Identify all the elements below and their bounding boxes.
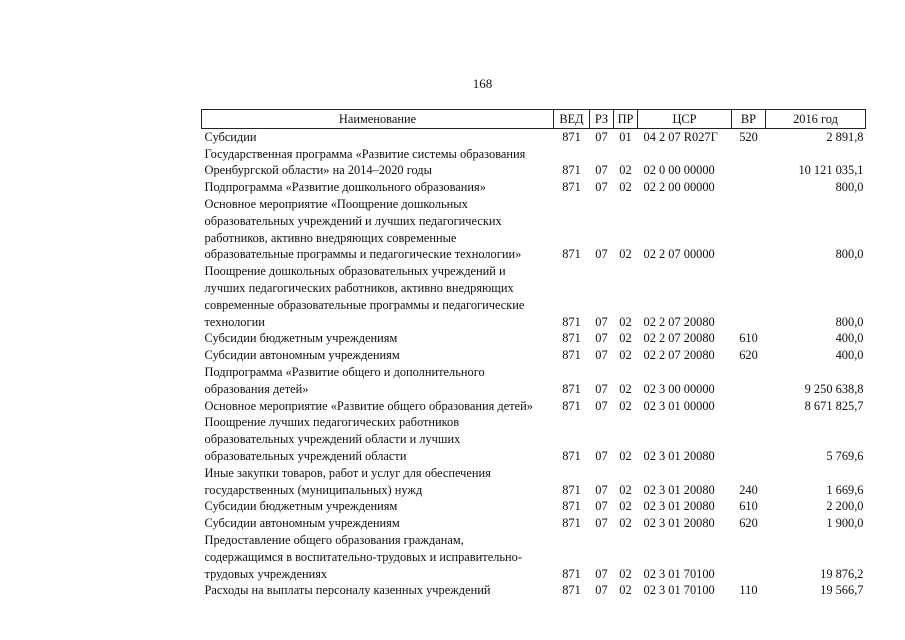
- name-line: Основное мероприятие «Поощрение дошкольных: [204, 196, 468, 211]
- cell-rz: 07: [595, 129, 608, 144]
- name-line: содержащимся в воспитательно-трудовых и исправительно-: [204, 549, 522, 564]
- table-row: [202, 465, 866, 499]
- name-line: Подпрограмма «Развитие общего и дополнительного: [204, 364, 485, 379]
- cell-ved: 871: [562, 516, 581, 531]
- cell-rz: 07: [595, 499, 608, 514]
- cell-sum: 1 900,0: [826, 516, 864, 531]
- cell-pr: 02: [619, 348, 632, 363]
- cell-sum: 19 876,2: [820, 566, 864, 581]
- cell-vr: 520: [739, 129, 758, 144]
- cell-rz: 07: [595, 516, 608, 531]
- cell-sum: 1 669,6: [826, 482, 864, 497]
- table-row: [202, 128, 866, 145]
- cell-csr: 02 0 00 00000: [643, 163, 715, 178]
- cell-ved: 871: [562, 314, 581, 329]
- cell-vr: [732, 398, 766, 415]
- cell-sum: 800,0: [835, 180, 864, 195]
- cell-pr: 02: [619, 398, 632, 413]
- name-line: образовательных учреждений области: [204, 448, 407, 463]
- cell-sum: 400,0: [835, 348, 864, 363]
- name-line: Поощрение дошкольных образовательных учреждений и: [204, 264, 506, 279]
- cell-pr: 02: [619, 331, 632, 346]
- name-line: Субсидии автономным учреждениям: [204, 516, 400, 531]
- cell-pr: 02: [619, 583, 632, 598]
- cell-rz: 07: [595, 314, 608, 329]
- cell-name: [202, 414, 554, 464]
- cell-name: [202, 179, 554, 196]
- table-row: [202, 263, 866, 330]
- header-year: 2016 год: [766, 110, 866, 129]
- name-line: Субсидии бюджетным учреждениям: [204, 331, 398, 346]
- cell-csr: 02 2 07 00000: [643, 247, 715, 262]
- cell-vr: [732, 179, 766, 196]
- cell-pr: 02: [619, 448, 632, 463]
- cell-csr: 02 3 01 20080: [643, 516, 715, 531]
- header-vr: ВР: [732, 110, 766, 129]
- table-row: [202, 330, 866, 347]
- cell-name: [202, 582, 554, 599]
- name-line: образования детей»: [204, 381, 309, 396]
- name-line: Основное мероприятие «Развитие общего образования детей»: [204, 398, 533, 413]
- name-line: образовательных учреждений и лучших педагогических: [204, 213, 502, 228]
- name-line: Поощрение лучших педагогических работников: [204, 415, 460, 430]
- cell-csr: 04 2 07 R027Г: [643, 129, 718, 144]
- cell-vr: [732, 263, 766, 330]
- cell-pr: 02: [619, 566, 632, 581]
- cell-sum: 400,0: [835, 331, 864, 346]
- name-line: Государственная программа «Развитие системы образования: [204, 146, 526, 161]
- header-ved: ВЕД: [554, 110, 590, 129]
- header-csr: ЦСР: [638, 110, 732, 129]
- table-row: [202, 515, 866, 532]
- cell-csr: 02 2 07 20080: [643, 314, 715, 329]
- table-row: [202, 398, 866, 415]
- cell-csr: 02 3 00 00000: [643, 381, 715, 396]
- cell-rz: 07: [595, 163, 608, 178]
- table-row: [202, 532, 866, 582]
- cell-pr: 02: [619, 482, 632, 497]
- table-row: [202, 179, 866, 196]
- cell-vr: 620: [739, 348, 758, 363]
- name-line: трудовых учреждениях: [204, 566, 328, 581]
- table-row: [202, 146, 866, 180]
- name-line: Предоставление общего образования гражданам,: [204, 532, 464, 547]
- cell-pr: 02: [619, 247, 632, 262]
- cell-sum: 800,0: [835, 247, 864, 262]
- cell-ved: 871: [562, 247, 581, 262]
- cell-pr: 01: [619, 129, 632, 144]
- table-row: [202, 347, 866, 364]
- cell-vr: [732, 532, 766, 582]
- cell-ved: 871: [562, 583, 581, 598]
- cell-vr: [732, 196, 766, 263]
- header-pr: ПР: [614, 110, 638, 129]
- cell-name: [202, 498, 554, 515]
- cell-name: [202, 128, 554, 145]
- name-line: Подпрограмма «Развитие дошкольного образования»: [204, 180, 486, 195]
- name-line: современные образовательные программы и педагогические: [204, 297, 525, 312]
- name-line: образовательные программы и педагогические технологии»: [204, 247, 522, 262]
- cell-rz: 07: [595, 348, 608, 363]
- cell-sum: 10 121 035,1: [798, 163, 864, 178]
- cell-name: [202, 146, 554, 180]
- cell-vr: 110: [739, 583, 758, 598]
- cell-pr: 02: [619, 499, 632, 514]
- budget-table: [201, 109, 866, 599]
- cell-name: [202, 532, 554, 582]
- table-row: [202, 498, 866, 515]
- cell-ved: 871: [562, 566, 581, 581]
- cell-vr: [732, 364, 766, 398]
- cell-name: [202, 465, 554, 499]
- cell-rz: 07: [595, 247, 608, 262]
- cell-rz: 07: [595, 448, 608, 463]
- name-line: образовательных учреждений области и лучших: [204, 432, 461, 447]
- cell-sum: 800,0: [835, 314, 864, 329]
- name-line: Субсидии автономным учреждениям: [204, 348, 400, 363]
- cell-csr: 02 3 01 20080: [643, 482, 715, 497]
- cell-csr: 02 2 07 20080: [643, 348, 715, 363]
- cell-name: [202, 398, 554, 415]
- cell-ved: 871: [562, 482, 581, 497]
- cell-sum: 19 566,7: [820, 583, 864, 598]
- cell-csr: 02 3 01 70100: [643, 583, 715, 598]
- page-number: 168: [472, 76, 493, 91]
- cell-sum: 5 769,6: [826, 448, 864, 463]
- name-line: Оренбургской области» на 2014–2020 годы: [204, 163, 432, 178]
- cell-csr: 02 3 01 20080: [643, 448, 715, 463]
- cell-ved: 871: [562, 499, 581, 514]
- cell-sum: 8 671 825,7: [804, 398, 864, 413]
- cell-sum: 2 891,8: [826, 129, 864, 144]
- cell-name: [202, 263, 554, 330]
- table-header: [202, 110, 866, 129]
- cell-csr: 02 3 01 20080: [643, 499, 715, 514]
- name-line: государственных (муниципальных) нужд: [204, 482, 423, 497]
- name-line: Субсидии бюджетным учреждениям: [204, 499, 398, 514]
- cell-vr: 620: [739, 516, 758, 531]
- cell-rz: 07: [595, 398, 608, 413]
- name-line: технологии: [204, 314, 265, 329]
- name-line: Иные закупки товаров, работ и услуг для обеспечения: [204, 465, 491, 480]
- name-line: Субсидии: [204, 129, 257, 144]
- name-line: работников, активно внедряющих современные: [204, 230, 457, 245]
- table-row: [202, 196, 866, 263]
- cell-csr: 02 2 07 20080: [643, 331, 715, 346]
- cell-pr: 02: [619, 314, 632, 329]
- cell-name: [202, 330, 554, 347]
- cell-ved: 871: [562, 180, 581, 195]
- table-row: [202, 364, 866, 398]
- cell-vr: [732, 414, 766, 464]
- table-body: [202, 128, 866, 599]
- name-line: Расходы на выплаты персоналу казенных учреждений: [204, 583, 491, 598]
- cell-pr: 02: [619, 180, 632, 195]
- cell-pr: 02: [619, 516, 632, 531]
- cell-ved: 871: [562, 448, 581, 463]
- cell-csr: 02 3 01 70100: [643, 566, 715, 581]
- cell-rz: 07: [595, 331, 608, 346]
- cell-name: [202, 347, 554, 364]
- cell-rz: 07: [595, 381, 608, 396]
- header-rz: РЗ: [590, 110, 614, 129]
- cell-vr: [732, 146, 766, 180]
- cell-ved: 871: [562, 348, 581, 363]
- cell-vr: 610: [739, 331, 758, 346]
- cell-pr: 02: [619, 381, 632, 396]
- cell-csr: 02 2 00 00000: [643, 180, 715, 195]
- header-name: Наименование: [202, 110, 554, 129]
- cell-ved: 871: [562, 381, 581, 396]
- cell-name: [202, 196, 554, 263]
- cell-ved: 871: [562, 331, 581, 346]
- cell-rz: 07: [595, 566, 608, 581]
- cell-ved: 871: [562, 398, 581, 413]
- table-row: [202, 582, 866, 599]
- cell-rz: 07: [595, 482, 608, 497]
- cell-pr: 02: [619, 163, 632, 178]
- cell-sum: 2 200,0: [826, 499, 864, 514]
- cell-name: [202, 515, 554, 532]
- cell-vr: 610: [739, 499, 758, 514]
- cell-ved: 871: [562, 129, 581, 144]
- table-row: [202, 414, 866, 464]
- cell-vr: 240: [739, 482, 758, 497]
- cell-rz: 07: [595, 180, 608, 195]
- cell-sum: 9 250 638,8: [804, 381, 864, 396]
- name-line: лучших педагогических работников, активно внедряющих: [204, 280, 514, 295]
- cell-rz: 07: [595, 583, 608, 598]
- cell-ved: 871: [562, 163, 581, 178]
- cell-name: [202, 364, 554, 398]
- cell-csr: 02 3 01 00000: [643, 398, 715, 413]
